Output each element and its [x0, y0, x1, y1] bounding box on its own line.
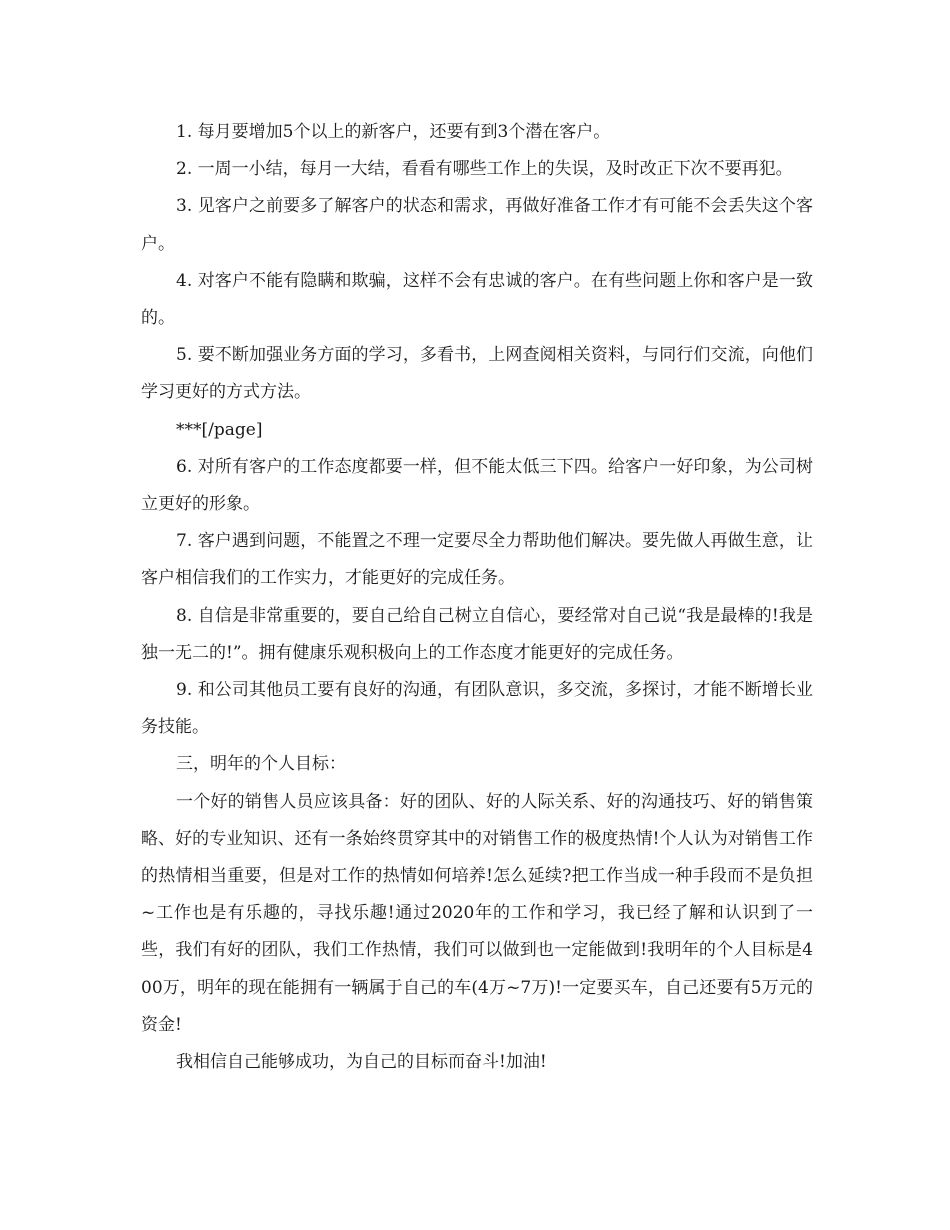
list-item: 4. 对客户不能有隐瞒和欺骗，这样不会有忠诚的客户。在有些问题上你和客户是一致的。 — [141, 270, 813, 329]
closing-paragraph: 我相信自己能够成功，为自己的目标而奋斗!加油! — [176, 1052, 547, 1073]
list-item: 5. 要不断加强业务方面的学习，多看书，上网查阅相关资料，与同行们交流，向他们学习更好的方式方法。 — [141, 345, 813, 403]
list-item: 2. 一周一小结，每月一大结，看看有哪些工作上的失误，及时改正下次不要再犯。 — [176, 159, 793, 180]
section-heading: 三，明年的个人目标： — [176, 754, 346, 775]
list-item: 8. 自信是非常重要的，要自己给自己树立自信心，要经常对自己说“我是最棒的!我是独一无二的!”。拥有健康乐观积极向上的工作态度才能更好的完成任务。 — [141, 605, 813, 663]
list-item: 6. 对所有客户的工作态度都要一样，但不能太低三下四。给客户一好印象，为公司树立更好的形象。 — [141, 456, 813, 515]
page-marker: ***[/page] — [176, 419, 263, 440]
body-paragraph: 一个好的销售人员应该具备：好的团队、好的人际关系、好的沟通技巧、好的销售策略、好的专业知识、还有一条始终贯穿其中的对销售工作的极度热情!个人认为对销售工作的热情相当重要，但是对工作的热情如何培养!怎么延续?把工作当成一种手段而不是负担~工作也是有乐趣的，寻找乐趣!通过2020年的工作和学习，我已经了解和认识到了一些，我们有好的团队，我们工作热情，我们可以做到也一定能做到!我明年的个人目标是400万，明年的现在能拥有一辆属于自己的车(4万~7万)!一定要买车，自己还要有5万元的资金! — [141, 791, 813, 1035]
list-item: 1. 每月要增加5个以上的新客户，还要有到3个潜在客户。 — [176, 122, 611, 142]
list-item: 3. 见客户之前要多了解客户的状态和需求，再做好准备工作才有可能不会丢失这个客户。 — [141, 196, 813, 254]
list-item: 9. 和公司其他员工要有良好的沟通，有团队意识，多交流，多探讨，才能不断增长业务技能。 — [141, 680, 813, 738]
list-item: 7. 客户遇到问题，不能置之不理一定要尽全力帮助他们解决。要先做人再做生意，让客户相信我们的工作实力，才能更好的完成任务。 — [141, 531, 813, 589]
document-body — [141, 114, 813, 1081]
